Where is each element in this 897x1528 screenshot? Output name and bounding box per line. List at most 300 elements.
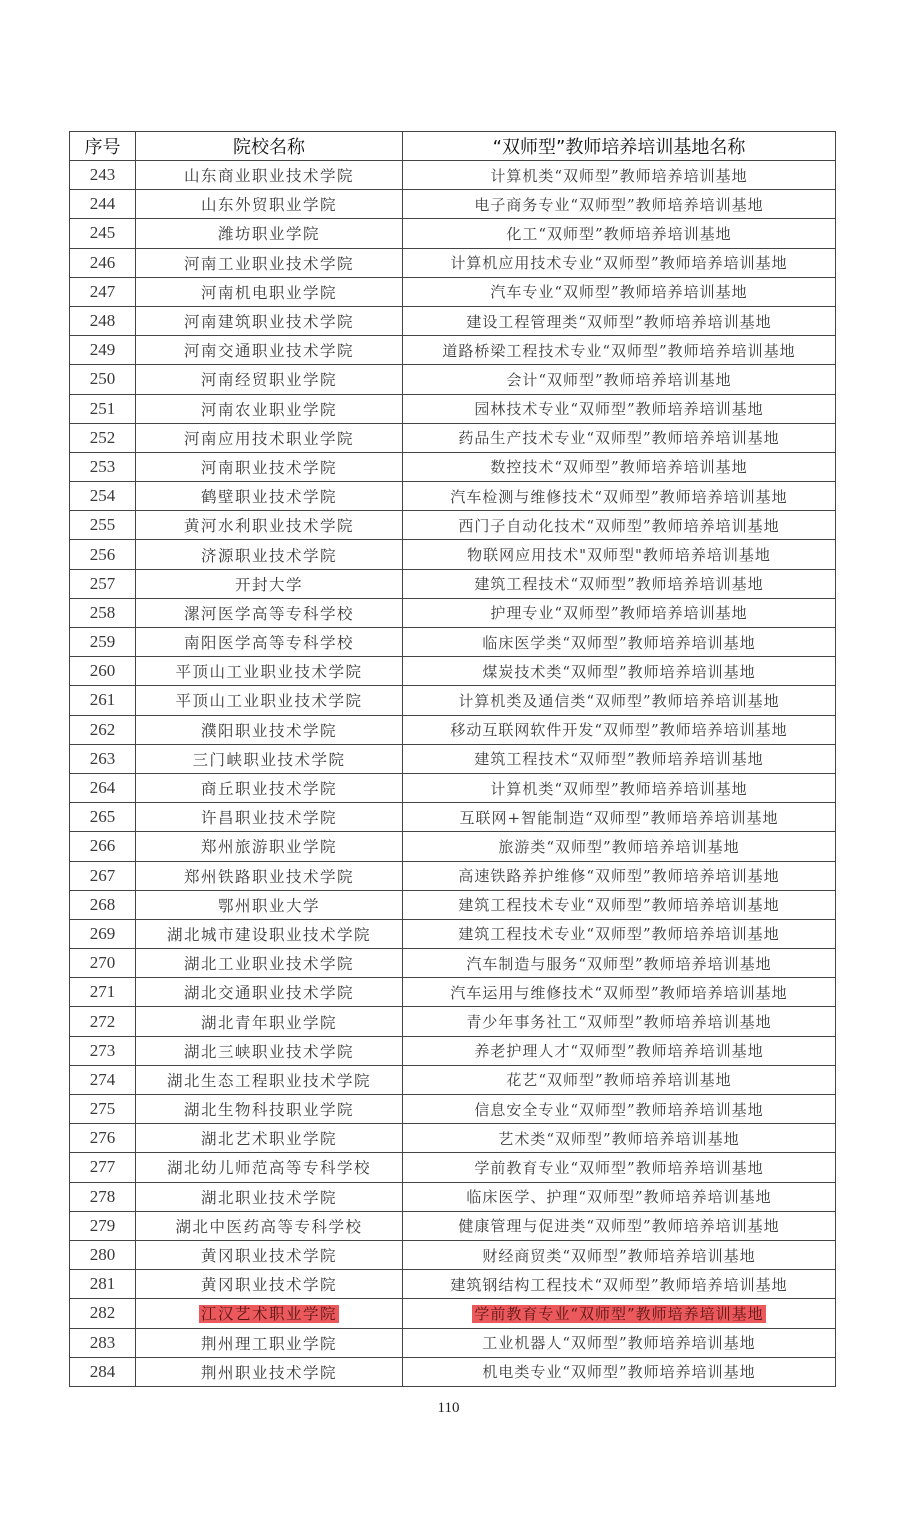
school-name-cell — [136, 277, 403, 306]
row-number-cell — [70, 832, 136, 861]
school-name: 荆州理工职业学院 — [200, 1334, 337, 1353]
base-list-table — [69, 131, 836, 1387]
base-name-cell — [403, 1153, 836, 1182]
base-name: 建筑工程技术专业“双师型”教师培养培训基地 — [458, 896, 780, 915]
base-name: 高速铁路养护维修“双师型”教师培养培训基地 — [458, 867, 780, 886]
row-number-cell — [70, 686, 136, 715]
row-number-cell — [70, 1153, 136, 1182]
base-name: 学前教育专业“双师型”教师培养培训基地 — [474, 1158, 764, 1177]
row-number: 266 — [89, 836, 116, 856]
row-number-cell — [70, 1240, 136, 1269]
row-number: 278 — [89, 1186, 116, 1206]
school-name-cell — [136, 1065, 403, 1094]
row-number: 252 — [89, 427, 116, 447]
row-number-cell — [70, 1357, 136, 1386]
base-name: 艺术类“双师型”教师培养培训基地 — [498, 1129, 740, 1148]
table-row — [70, 686, 836, 715]
row-number: 249 — [89, 340, 116, 360]
base-name: 建筑工程技术“双师型”教师培养培训基地 — [474, 750, 764, 769]
base-name-cell — [403, 919, 836, 948]
table-row — [70, 482, 836, 511]
table-row — [70, 628, 836, 657]
base-name: 计算机类及通信类“双师型”教师培养培训基地 — [458, 691, 780, 710]
row-number-cell — [70, 919, 136, 948]
school-name-cell — [136, 452, 403, 481]
base-name-cell — [403, 394, 836, 423]
base-name: 电子商务专业“双师型”教师培养培训基地 — [474, 195, 764, 214]
base-name-cell — [403, 277, 836, 306]
base-name-cell — [403, 1270, 836, 1299]
row-number: 245 — [89, 223, 116, 243]
school-name-cell — [136, 1095, 403, 1124]
base-name-cell — [403, 861, 836, 890]
row-number-cell — [70, 1065, 136, 1094]
base-name: 建筑钢结构工程技术“双师型”教师培养培训基地 — [450, 1275, 788, 1294]
school-name-cell — [136, 482, 403, 511]
row-number-cell — [70, 306, 136, 335]
school-name: 河南经贸职业学院 — [200, 371, 337, 390]
row-number-cell — [70, 1211, 136, 1240]
row-number-cell — [70, 1095, 136, 1124]
row-number: 273 — [89, 1040, 116, 1060]
table-row — [70, 1065, 836, 1094]
base-name: 物联网应用技术"双师型"教师培养培训基地 — [467, 546, 771, 565]
base-name-cell — [403, 219, 836, 248]
base-name-cell — [403, 248, 836, 277]
table-row — [70, 365, 836, 394]
school-name-cell — [136, 569, 403, 598]
table-row — [70, 394, 836, 423]
row-number: 247 — [89, 281, 116, 301]
base-name-cell — [403, 1328, 836, 1357]
row-number-cell — [70, 248, 136, 277]
base-name-cell — [403, 161, 836, 190]
row-number-cell — [70, 1328, 136, 1357]
table-row — [70, 1153, 836, 1182]
base-name: 工业机器人“双师型”教师培养培训基地 — [482, 1334, 756, 1353]
row-number-cell — [70, 161, 136, 190]
row-number: 246 — [89, 252, 116, 272]
base-name: 汽车专业“双师型”教师培养培训基地 — [490, 283, 748, 302]
school-name-cell — [136, 1299, 403, 1328]
base-name-cell — [403, 803, 836, 832]
table-row — [70, 861, 836, 890]
school-name: 许昌职业技术学院 — [200, 809, 337, 828]
school-name: 济源职业技术学院 — [200, 546, 337, 565]
row-number-cell — [70, 394, 136, 423]
base-name: 汽车检测与维修技术“双师型”教师培养培训基地 — [450, 487, 788, 506]
school-name: 商丘职业技术学院 — [200, 780, 337, 799]
row-number: 268 — [89, 894, 116, 914]
school-name-cell — [136, 1211, 403, 1240]
school-name-cell — [136, 598, 403, 627]
school-name: 鄂州职业大学 — [217, 896, 320, 915]
school-name: 濮阳职业技术学院 — [200, 721, 337, 740]
row-number: 263 — [89, 748, 116, 768]
row-number: 282 — [89, 1303, 116, 1323]
school-name-cell — [136, 190, 403, 219]
base-name-cell — [403, 1124, 836, 1153]
row-number: 259 — [89, 632, 116, 652]
school-name-cell — [136, 832, 403, 861]
school-name: 河南工业职业技术学院 — [183, 254, 354, 273]
base-name-cell — [403, 832, 836, 861]
base-name: 药品生产技术专业“双师型”教师培养培训基地 — [458, 429, 780, 448]
row-number: 277 — [89, 1157, 116, 1177]
row-number: 260 — [89, 661, 116, 681]
row-number-cell — [70, 482, 136, 511]
school-name-cell — [136, 861, 403, 890]
table-row — [70, 598, 836, 627]
table-row — [70, 1124, 836, 1153]
base-name-cell — [403, 511, 836, 540]
base-name: 护理专业“双师型”教师培养培训基地 — [490, 604, 748, 623]
school-name-cell — [136, 1153, 403, 1182]
base-name: 建筑工程技术“双师型”教师培养培训基地 — [474, 575, 764, 594]
row-number-cell — [70, 219, 136, 248]
school-name-cell — [136, 540, 403, 569]
row-number: 272 — [89, 1011, 116, 1031]
school-name-cell — [136, 1124, 403, 1153]
base-name: 花艺“双师型”教师培养培训基地 — [506, 1071, 732, 1090]
row-number-cell — [70, 452, 136, 481]
table-row — [70, 161, 836, 190]
table-row — [70, 248, 836, 277]
school-name: 黄冈职业技术学院 — [200, 1247, 337, 1266]
school-name-cell — [136, 248, 403, 277]
base-name-cell — [403, 744, 836, 773]
school-name-cell — [136, 919, 403, 948]
school-name: 鹤壁职业技术学院 — [200, 488, 337, 507]
table-row — [70, 1095, 836, 1124]
row-number-cell — [70, 949, 136, 978]
row-number: 283 — [89, 1332, 116, 1352]
school-name: 江汉艺术职业学院 — [200, 1305, 337, 1324]
school-name-cell — [136, 423, 403, 452]
school-name-cell — [136, 1240, 403, 1269]
row-number: 284 — [89, 1361, 116, 1381]
table-row — [70, 978, 836, 1007]
school-name-cell — [136, 686, 403, 715]
row-number: 248 — [89, 311, 116, 331]
base-name: 煤炭技术类“双师型”教师培养培训基地 — [482, 662, 756, 681]
table-row — [70, 452, 836, 481]
base-name: 互联网+智能制造“双师型”教师培养培训基地 — [459, 808, 779, 827]
base-name: 临床医学类“双师型”教师培养培训基地 — [482, 633, 756, 652]
school-name-cell — [136, 1007, 403, 1036]
row-number: 270 — [89, 953, 116, 973]
school-name-cell — [136, 715, 403, 744]
base-name: 园林技术专业“双师型”教师培养培训基地 — [474, 400, 764, 419]
row-number-cell — [70, 803, 136, 832]
school-name: 郑州铁路职业技术学院 — [183, 867, 354, 886]
school-name: 河南应用技术职业学院 — [183, 429, 354, 448]
base-name-cell — [403, 686, 836, 715]
row-number: 271 — [89, 982, 116, 1002]
base-name-cell — [403, 1357, 836, 1386]
table-row — [70, 773, 836, 802]
base-name: 会计“双师型”教师培养培训基地 — [506, 370, 732, 389]
base-name-cell — [403, 978, 836, 1007]
table-row — [70, 1036, 836, 1065]
base-name-cell — [403, 1065, 836, 1094]
row-number: 280 — [89, 1245, 116, 1265]
row-number-cell — [70, 540, 136, 569]
row-number-cell — [70, 773, 136, 802]
page-number: 110 — [437, 1400, 460, 1416]
row-number-cell — [70, 715, 136, 744]
school-name: 湖北城市建设职业技术学院 — [166, 925, 371, 944]
base-name-cell — [403, 657, 836, 686]
base-name: 建设工程管理类“双师型”教师培养培训基地 — [466, 312, 772, 331]
row-number: 250 — [89, 369, 116, 389]
school-name-cell — [136, 890, 403, 919]
row-number-cell — [70, 1007, 136, 1036]
school-name-cell — [136, 744, 403, 773]
row-number-cell — [70, 1036, 136, 1065]
row-number-cell — [70, 628, 136, 657]
row-number: 265 — [89, 807, 116, 827]
row-number-cell — [70, 190, 136, 219]
base-name-cell — [403, 1182, 836, 1211]
school-name: 湖北青年职业学院 — [200, 1013, 337, 1032]
base-name: 道路桥梁工程技术专业“双师型”教师培养培训基地 — [442, 341, 796, 360]
base-name-cell — [403, 569, 836, 598]
base-name: 健康管理与促进类“双师型”教师培养培训基地 — [458, 1217, 780, 1236]
row-number-cell — [70, 598, 136, 627]
school-name: 平顶山工业职业技术学院 — [175, 663, 363, 682]
school-name: 湖北三峡职业技术学院 — [183, 1042, 354, 1061]
school-name: 漯河医学高等专科学校 — [183, 604, 354, 623]
base-name: 旅游类“双师型”教师培养培训基地 — [498, 837, 740, 856]
table-row — [70, 919, 836, 948]
base-name-cell — [403, 949, 836, 978]
table-row — [70, 306, 836, 335]
school-name-cell — [136, 219, 403, 248]
row-number: 276 — [89, 1128, 116, 1148]
school-name-cell — [136, 949, 403, 978]
school-name: 湖北职业技术学院 — [200, 1188, 337, 1207]
school-name: 湖北交通职业技术学院 — [183, 984, 354, 1003]
table-row — [70, 1211, 836, 1240]
base-name-cell — [403, 1211, 836, 1240]
base-name: 计算机类“双师型”教师培养培训基地 — [490, 166, 748, 185]
base-name-cell — [403, 190, 836, 219]
base-name: 建筑工程技术专业“双师型”教师培养培训基地 — [458, 925, 780, 944]
base-name: 汽车运用与维修技术“双师型”教师培养培训基地 — [450, 983, 788, 1002]
base-name-cell — [403, 773, 836, 802]
row-number: 253 — [89, 456, 116, 476]
base-name: 计算机应用技术专业“双师型”教师培养培训基地 — [450, 254, 788, 273]
row-number-cell — [70, 1124, 136, 1153]
row-number-cell — [70, 511, 136, 540]
base-name: 财经商贸类“双师型”教师培养培训基地 — [482, 1246, 756, 1265]
base-name-cell — [403, 1007, 836, 1036]
base-name: 临床医学、护理“双师型”教师培养培训基地 — [466, 1188, 772, 1207]
table-row — [70, 569, 836, 598]
row-number-cell — [70, 1270, 136, 1299]
school-name-cell — [136, 803, 403, 832]
row-number: 262 — [89, 719, 116, 739]
base-name: 信息安全专业“双师型”教师培养培训基地 — [474, 1100, 764, 1119]
school-name-cell — [136, 773, 403, 802]
school-name-cell — [136, 1270, 403, 1299]
school-name: 山东商业职业技术学院 — [183, 167, 354, 186]
table-row — [70, 744, 836, 773]
base-name-cell — [403, 1095, 836, 1124]
table-row — [70, 657, 836, 686]
row-number: 254 — [89, 486, 116, 506]
table-row — [70, 949, 836, 978]
school-name: 开封大学 — [234, 575, 303, 594]
table-row — [70, 1270, 836, 1299]
base-name-cell — [403, 1240, 836, 1269]
table-row — [70, 1328, 836, 1357]
row-number-cell — [70, 1299, 136, 1328]
row-number-cell — [70, 365, 136, 394]
school-name: 平顶山工业职业技术学院 — [175, 692, 363, 711]
table-row — [70, 190, 836, 219]
table-row — [70, 219, 836, 248]
school-name: 南阳医学高等专科学校 — [183, 634, 354, 653]
header-number: 序号 — [70, 132, 136, 161]
row-number: 255 — [89, 515, 116, 535]
row-number-cell — [70, 423, 136, 452]
row-number: 251 — [89, 398, 116, 418]
row-number: 275 — [89, 1099, 116, 1119]
school-name: 湖北生态工程职业技术学院 — [166, 1071, 371, 1090]
base-name-cell — [403, 336, 836, 365]
table-row — [70, 540, 836, 569]
row-number-cell — [70, 336, 136, 365]
table-row — [70, 715, 836, 744]
base-name: 养老护理人才“双师型”教师培养培训基地 — [474, 1042, 764, 1061]
school-name-cell — [136, 394, 403, 423]
base-name-cell — [403, 365, 836, 394]
table-row — [70, 511, 836, 540]
school-name: 三门峡职业技术学院 — [192, 750, 346, 769]
table-row — [70, 336, 836, 365]
school-name: 湖北工业职业技术学院 — [183, 955, 354, 974]
base-name-cell — [403, 482, 836, 511]
row-number: 267 — [89, 865, 116, 885]
row-number: 264 — [89, 778, 116, 798]
school-name-cell — [136, 365, 403, 394]
school-name-cell — [136, 161, 403, 190]
table-header-row — [70, 132, 836, 161]
base-name-cell — [403, 628, 836, 657]
school-name: 郑州旅游职业学院 — [200, 838, 337, 857]
table-row — [70, 832, 836, 861]
base-name-cell — [403, 1299, 836, 1328]
school-name-cell — [136, 657, 403, 686]
table-row — [70, 803, 836, 832]
school-name: 湖北艺术职业学院 — [200, 1130, 337, 1149]
school-name-cell — [136, 628, 403, 657]
base-name: 青少年事务社工“双师型”教师培养培训基地 — [466, 1013, 772, 1032]
school-name: 湖北生物科技职业学院 — [183, 1101, 354, 1120]
school-name-cell — [136, 336, 403, 365]
row-number: 257 — [89, 573, 116, 593]
base-name: 汽车制造与服务“双师型”教师培养培训基地 — [466, 954, 772, 973]
row-number: 261 — [89, 690, 116, 710]
base-name: 学前教育专业“双师型”教师培养培训基地 — [474, 1304, 764, 1323]
row-number-cell — [70, 890, 136, 919]
school-name-cell — [136, 978, 403, 1007]
base-name-cell — [403, 1036, 836, 1065]
row-number: 274 — [89, 1069, 116, 1089]
school-name: 潍坊职业学院 — [217, 225, 320, 244]
school-name: 河南农业职业学院 — [200, 400, 337, 419]
school-name: 湖北中医药高等专科学校 — [175, 1217, 363, 1236]
base-name-cell — [403, 890, 836, 919]
row-number-cell — [70, 657, 136, 686]
row-number: 269 — [89, 923, 116, 943]
row-number: 244 — [89, 194, 116, 214]
school-name: 荆州职业技术学院 — [200, 1363, 337, 1382]
table-row — [70, 1007, 836, 1036]
base-name: 机电类专业“双师型”教师培养培训基地 — [482, 1363, 756, 1382]
base-name-cell — [403, 598, 836, 627]
header-school: 院校名称 — [136, 132, 403, 161]
table-row — [70, 1182, 836, 1211]
row-number-cell — [70, 744, 136, 773]
table-row — [70, 1357, 836, 1386]
school-name: 湖北幼儿师范高等专科学校 — [166, 1159, 371, 1178]
school-name-cell — [136, 511, 403, 540]
row-number: 281 — [89, 1274, 116, 1294]
base-name: 数控技术“双师型”教师培养培训基地 — [490, 458, 748, 477]
base-name-cell — [403, 452, 836, 481]
row-number-cell — [70, 569, 136, 598]
table-row — [70, 890, 836, 919]
school-name: 黄冈职业技术学院 — [200, 1276, 337, 1295]
row-number-cell — [70, 861, 136, 890]
table-row — [70, 423, 836, 452]
base-name-cell — [403, 715, 836, 744]
row-number-cell — [70, 1182, 136, 1211]
school-name-cell — [136, 1357, 403, 1386]
row-number: 279 — [89, 1215, 116, 1235]
school-name: 河南机电职业学院 — [200, 283, 337, 302]
base-name-cell — [403, 423, 836, 452]
school-name: 河南职业技术学院 — [200, 458, 337, 477]
row-number: 256 — [89, 544, 116, 564]
school-name-cell — [136, 1328, 403, 1357]
base-name-cell — [403, 540, 836, 569]
school-name-cell — [136, 1036, 403, 1065]
school-name-cell — [136, 1182, 403, 1211]
table-row — [70, 277, 836, 306]
base-name: 西门子自动化技术“双师型”教师培养培训基地 — [458, 516, 780, 535]
school-name: 黄河水利职业技术学院 — [183, 517, 354, 536]
school-name: 河南建筑职业技术学院 — [183, 313, 354, 332]
header-base: “双师型”教师培养培训基地名称 — [403, 132, 836, 161]
table-row — [70, 1240, 836, 1269]
table-row — [70, 1299, 836, 1328]
school-name: 山东外贸职业学院 — [200, 196, 337, 215]
base-name: 移动互联网软件开发“双师型”教师培养培训基地 — [450, 721, 788, 740]
row-number-cell — [70, 277, 136, 306]
row-number: 258 — [89, 602, 116, 622]
school-name: 河南交通职业技术学院 — [183, 342, 354, 361]
row-number-cell — [70, 978, 136, 1007]
school-name-cell — [136, 306, 403, 335]
row-number: 243 — [89, 165, 116, 185]
base-name: 化工“双师型”教师培养培训基地 — [506, 224, 732, 243]
base-name: 计算机类“双师型”教师培养培训基地 — [490, 779, 748, 798]
base-name-cell — [403, 306, 836, 335]
